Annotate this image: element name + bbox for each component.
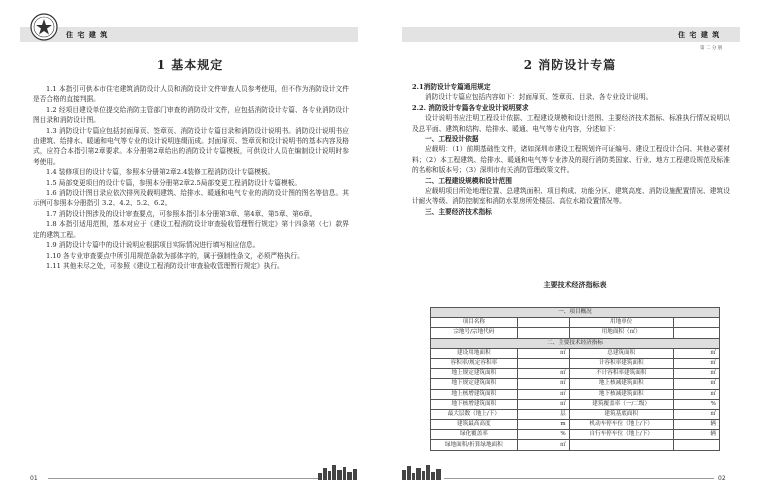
right-page-title: 2 消防设计专篇 <box>523 58 617 72</box>
table-cell: 地上核减建筑面积 <box>569 379 673 389</box>
section-2-2-heading: 2.2. 消防设计专篇各专业设计说明要求 <box>412 103 529 112</box>
table-cell: 不计容积率建筑面积 <box>569 369 673 379</box>
table-row <box>431 389 720 399</box>
table-cell <box>673 318 719 328</box>
table-cell: 宗地号/宗地代码 <box>431 328 518 338</box>
table-row <box>431 369 720 379</box>
subsection-1-text: 应载明：（1）前期基础性文件，诸如深圳市建设工程规划许可证编号、建设工程设计合同、其他必要材料；（2）本工程建筑、给排水、暖通和电气等专业涉及的现行消防类国家、行业、地方工程建设规范及标准的名称和版本号；（3）深圳市有关消防管理政策文件。 <box>412 145 730 175</box>
table-cell: 建筑最高高度 <box>431 420 518 430</box>
table-cell: 建筑基底面积 <box>569 409 673 419</box>
table-cell: m <box>517 420 569 430</box>
table-cell: 项目名称 <box>431 318 518 328</box>
table-cell: 总建筑面积 <box>569 348 673 358</box>
subsection-2-heading: 二、工程建设规模和设计范围 <box>425 176 512 185</box>
table-cell: ㎡ <box>517 369 569 379</box>
table-cell: 建设用地面积 <box>431 348 518 358</box>
table-row <box>431 420 720 430</box>
table-cell: ㎡ <box>517 379 569 389</box>
table-cell <box>569 440 673 450</box>
section-2-2-text: 设计说明书应注明工程设计依据、工程建设规模和设计范围、主要经济技术指标、标准执行情况说明以及总平面、建筑和结构、给排水、暖通、电气等专业内容，分述如下： <box>412 114 730 133</box>
table-cell <box>673 328 719 338</box>
table-row <box>431 348 720 358</box>
table-cell: ㎡ <box>673 379 719 389</box>
table-cell: ㎡ <box>517 389 569 399</box>
table-cell: 地下核减建筑面积 <box>569 389 673 399</box>
table-cell: ㎡ <box>673 358 719 368</box>
table-cell: 地下规定建筑面积 <box>431 379 518 389</box>
clause-1-7: 1.7 消防设计图涉及的设计审查要点，可参照本指引本分册第3章、第4章、第5章、第6章。 <box>46 209 317 218</box>
left-skyline-icon <box>318 464 358 484</box>
table-cell: 层 <box>517 409 569 419</box>
economic-indicators-table <box>430 307 720 451</box>
clause-1-11: 1.11 其他未尽之处，可参照《建设工程消防设计审查验收管理暂行规定》执行。 <box>46 261 284 270</box>
table-cell: ㎡ <box>517 399 569 409</box>
section-2-1-text: 消防设计专篇应包括内容如下：封面扉页、签章页、目录、各专业设计说明。 <box>425 93 653 102</box>
right-body <box>412 82 730 217</box>
table-cell: 用地面积（㎡） <box>569 328 673 338</box>
table-cell <box>517 318 569 328</box>
table-cell: 容积率/规定容积率 <box>431 358 518 368</box>
table-cell: ㎡ <box>673 389 719 399</box>
table-cell: 绿地面积/折算绿地面积 <box>431 440 518 450</box>
table-cell: ㎡ <box>517 348 569 358</box>
table-cell: 地上规定建筑面积 <box>431 369 518 379</box>
table-cell <box>517 328 569 338</box>
right-footer-line <box>444 478 714 479</box>
table-row <box>431 318 720 328</box>
clause-1-10: 1.10 各专业审查要点中所引用规范条款为部体字的，属于强制性条文，必须严格执行。 <box>46 251 304 260</box>
table-cell: ㎡ <box>517 440 569 450</box>
clause-1-2: 1.2 经项目建设单位提交给消防主管部门审查的消防设计文件，应包括消防设计专篇、各专业消防设计图目录和消防设计图。 <box>33 105 349 125</box>
logo-emblem-icon <box>30 13 58 41</box>
table-row <box>431 409 720 419</box>
table-section-1: 一、项目概况 <box>431 308 720 318</box>
table-row <box>431 379 720 389</box>
table-cell: % <box>673 399 719 409</box>
table-cell: 最大层数（地上/下） <box>431 409 518 419</box>
table-row <box>431 399 720 409</box>
table-cell: 用地单位 <box>569 318 673 328</box>
clause-1-9: 1.9 消防设计专篇中的设计说明应根据项目实际情况进行填写相应信息。 <box>46 241 260 250</box>
table-cell: 辆 <box>673 430 719 440</box>
clause-1-5: 1.5 局部变更项目的设计专篇，参照本分册第2章2.5局部变更工程消防设计专篇模板。 <box>46 178 302 187</box>
table-cell: ㎡ <box>673 409 719 419</box>
left-page-title: 1 基本规定 <box>156 58 224 72</box>
table-section-2: 二、主要技术经济指标 <box>431 338 720 348</box>
table-section-row <box>431 338 720 348</box>
subsection-1-heading: 一、工程设计依据 <box>425 135 479 144</box>
table-cell: ㎡ <box>673 348 719 358</box>
table-cell: 辆 <box>673 420 719 430</box>
table-row <box>431 440 720 450</box>
right-skyline-icon <box>402 464 442 484</box>
table-title: 主要技术经济指标表 <box>543 280 607 289</box>
clause-1-4: 1.4 装修项目的设计专篇，参照本分册第2章2.4装修工程消防设计专篇模板。 <box>46 168 275 177</box>
table-cell: 建筑覆盖率（一/二级） <box>569 399 673 409</box>
clause-1-6: 1.6 消防设计图目录应依次排列及载明建筑、给排水、暖通和电气专业的消防设计图的图名等信息。其示例可参照本分册指引 3.2、4.2、5.2、6.2。 <box>33 189 349 208</box>
table-row <box>431 328 720 338</box>
right-header-subtitle: 第 二 分 册 <box>700 46 723 51</box>
table-section-row <box>431 308 720 318</box>
left-page-number: 01 <box>30 475 38 482</box>
table-row <box>431 430 720 440</box>
table-cell <box>517 358 569 368</box>
right-header-title: 住 宅 建 筑 <box>678 31 721 39</box>
table-cell: 机动车停车位（地上/下） <box>569 420 673 430</box>
table-cell <box>673 440 719 450</box>
table-cell: 计容积率建筑面积 <box>569 358 673 368</box>
section-2-1-heading: 2.1消防设计专篇通用规定 <box>412 83 491 91</box>
table-cell: % <box>517 430 569 440</box>
right-page-number: 02 <box>718 475 726 482</box>
table-cell: ㎡ <box>673 369 719 379</box>
clause-1-3: 1.3 消防设计专篇应包括封面扉页、签章页、消防设计专篇目录和消防设计说明书。消防设计说明书应由建筑、给排水、暖通和电气等专业的设计说明连缀而成。封面扉页、签章页和设计说明书的基本内容及格式，应符合本指引第2章要求。本分册第2章给出的消防设计专篇模板，可供设计人员在编制设计说明时参考使用。 <box>33 126 349 166</box>
clause-1-8: 1.8 本指引适用范围，基本对应于《建设工程消防设计审查验收管理暂行规定》第十四条第（七）款界定的建筑工程。 <box>33 220 349 239</box>
clause-1-1: 1.1 本指引可供本市住宅建筑消防设计人员和消防设计文件审查人员参考使用，但不作为消防设计文件是否合格的直接判据。 <box>33 85 349 104</box>
left-body <box>33 84 349 271</box>
subsection-3-heading: 三、主要经济技术指标 <box>425 207 492 216</box>
left-footer-line <box>48 478 318 479</box>
left-header-title: 住 宅 建 筑 <box>66 31 109 39</box>
subsection-2-text: 应载明项目所处地理位置、总建筑面积、项目构成、功能分区、建筑高度、消防设施配置情况、建筑设计耐火等级、消防控制室和消防水泵房所处楼层、高位水箱设置情况等。 <box>412 187 730 206</box>
table-cell: 绿化覆盖率 <box>431 430 518 440</box>
table-row <box>431 358 720 368</box>
table-cell: 自行车停车位（地上/下） <box>569 430 673 440</box>
table-cell: 地下核增建筑面积 <box>431 399 518 409</box>
table-cell: 地上核增建筑面积 <box>431 389 518 399</box>
